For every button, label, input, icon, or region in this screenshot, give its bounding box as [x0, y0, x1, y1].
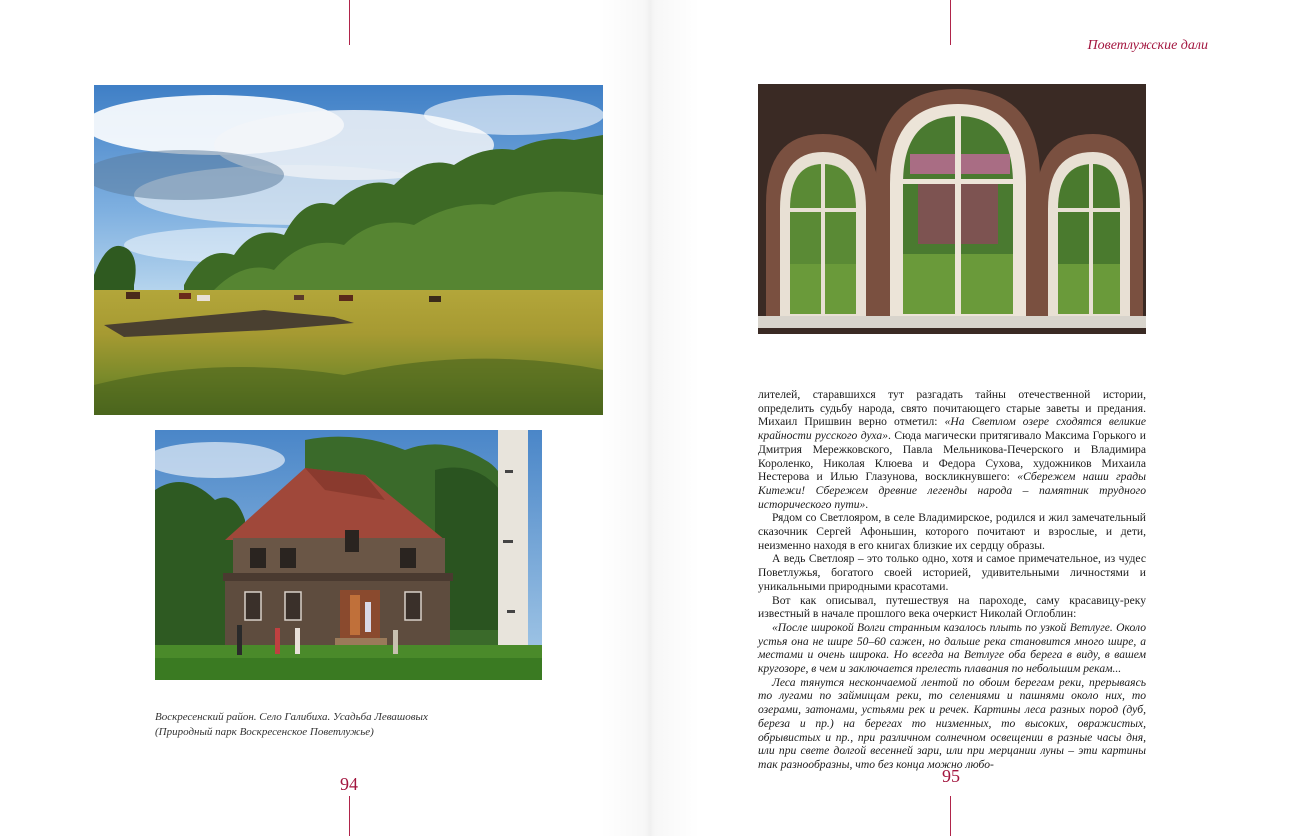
- page-number-right: 95: [942, 766, 960, 786]
- paragraph-text: Вот как описывал, путешествуя на пароходе, саму красавицу-реку известный в начале прошлого века очеркист Николай Оглоблин:: [758, 593, 1146, 621]
- body-paragraph: [758, 594, 1146, 621]
- quotation-text: «После широкой Волги странным казалось плыть по узкой Ветлуге. Около устья она не шире 50–60 сажен, но дальше река становится много шире, а местами и очень широка. Но всегда на Ветлуге оба берега в виду, в вашем кругозоре, в чем и заключается прелесть плавания по небольшим рекам...: [758, 620, 1146, 676]
- bottom-rule-left: [349, 796, 350, 836]
- book-gutter: [600, 0, 700, 836]
- manor-photo: [155, 430, 542, 680]
- quotation-text: Леса тянутся нескончаемой лентой по обоим берегам реки, прерываясь то лугами по займищам реки, то селениями и пашнями около них, то озерами, затонами, устьями рек и речек. Картины леса разных пород (дуб, береза и пр.) на берегах то низменных, то высоких, овражистых, обрывистых и пр., при различном солнечном освещении в разные часы дня, или при свете долгой весенней зари, или при мерцании луны – эти картины так разнообразны, что без конца можно любо-: [758, 675, 1146, 771]
- quotation-text: «На Светлом озере сходятся великие крайности русского духа»: [758, 415, 1146, 443]
- paragraph-text: .: [865, 497, 869, 511]
- caption-line-1: Воскресенский район. Село Галибиха. Усадьба Левашовых: [155, 711, 428, 723]
- paragraph-text: Рядом со Светлояром, в селе Владимирское, родился и жил замечательный сказочник Сергей Афоньшин, которого почитают и взрослые, и дети, неизменно находя в его книгах близкие их сердцу образы.: [758, 511, 1146, 552]
- quotation-text: «Сбережем наши грады Китежи! Сбережем древние легенды народа – памятник трудного исторического пути»: [758, 470, 1146, 511]
- top-rule-left: [349, 0, 350, 45]
- paragraph-text: А ведь Светлояр – это только одно, хотя и самое примечательное, из чудес Поветлужья, богатого своей историей, удивительными личностями и уникальными природными красотами.: [758, 552, 1146, 593]
- body-paragraph: [758, 388, 1146, 511]
- body-paragraph: [758, 676, 1146, 772]
- photo-caption: [155, 710, 485, 740]
- caption-line-2: (Природный парк Воскресенское Поветлужье): [155, 726, 374, 738]
- meadow-photo: [94, 85, 603, 415]
- paragraph-text: . Сюда магически притягивало Максима Горького и Дмитрия Мережковского, Павла Мельникова-Печерского и Владимира Короленко, Николая Клюева и Федора Сухова, художников Михаила Нестерова и Илью Глазунова, воскликнувшего:: [758, 429, 1146, 484]
- body-paragraph: [758, 552, 1146, 593]
- bottom-rule-right: [950, 796, 951, 836]
- body-paragraph: [758, 511, 1146, 552]
- window-photo: [758, 84, 1146, 334]
- window-image: [758, 84, 1146, 334]
- page-number-left: 94: [340, 774, 358, 794]
- running-head: Поветлужские дали: [1087, 38, 1208, 53]
- body-paragraph: [758, 621, 1146, 676]
- meadow-image: [94, 85, 603, 415]
- manor-image: [155, 430, 542, 680]
- paragraph-text: лителей, старавшихся тут разгадать тайны отечественной истории, определить судьбу народа, свято почитающего старые заветы и предания. Михаил Пришвин верно отметил:: [758, 388, 1146, 429]
- top-rule-right: [950, 0, 951, 45]
- body-text: [758, 388, 1146, 772]
